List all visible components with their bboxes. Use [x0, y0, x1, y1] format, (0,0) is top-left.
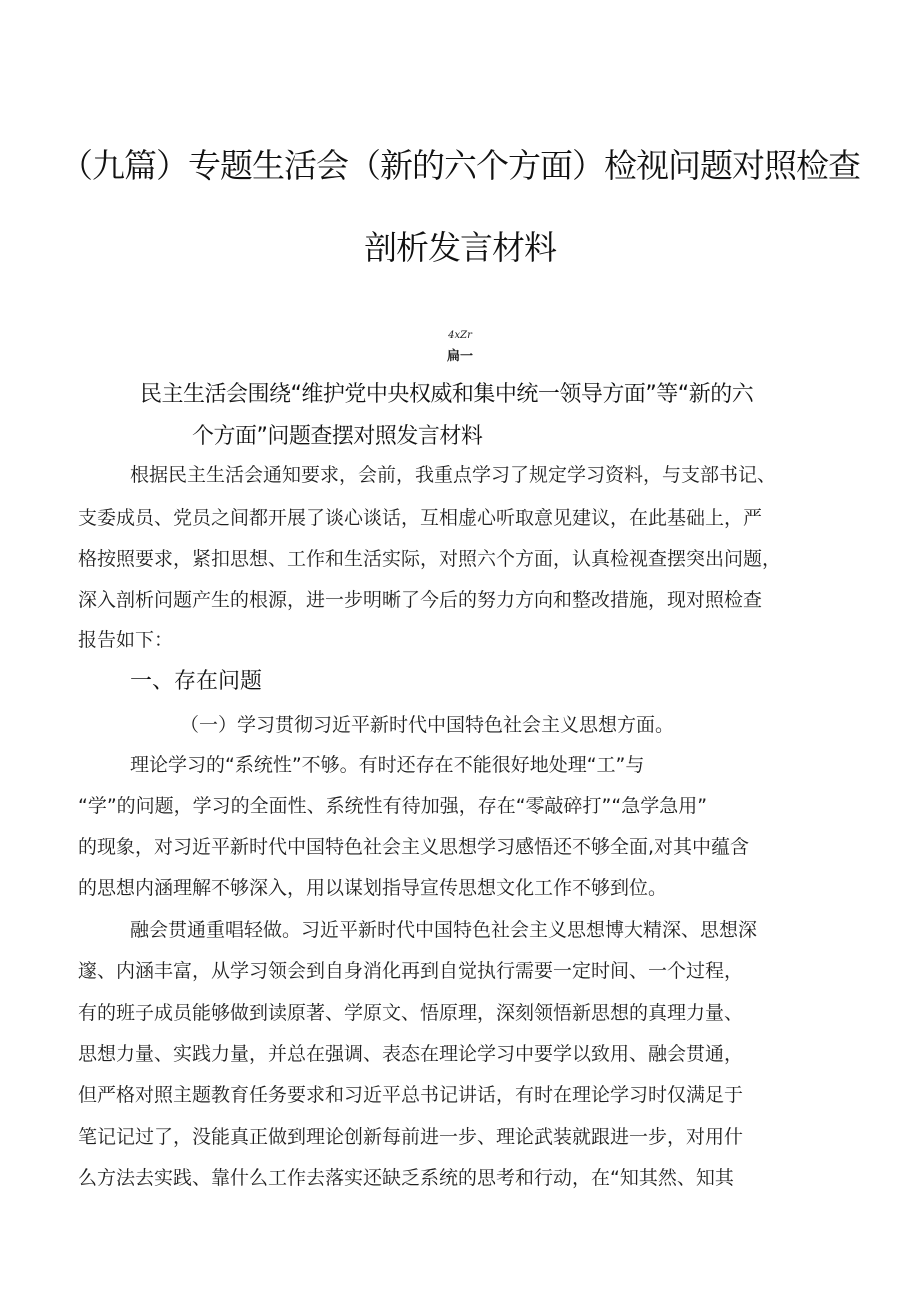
paragraph-line: 邃、内涵丰富，从学习领会到自身消化再到自觉执行需要一定时间、一个过程，: [78, 960, 744, 982]
paragraph-line: 根据民主生活会通知要求，会前，我重点学习了规定学习资料，与支部书记、: [130, 464, 777, 486]
paragraph-line: 支委成员、党员之间都开展了谈心谈话，互相虚心听取意见建议，在此基础上，严: [78, 507, 763, 529]
section-heading: 一、存在问题: [130, 669, 263, 694]
paragraph-line: 的现象，对习近平新时代中国特色社会主义思想学习感悟还不够全面,对其中蕴含: [78, 836, 750, 858]
paragraph-line: 但严格对照主题教育任务要求和习近平总书记讲话，有时在理论学习时仅满足于: [78, 1084, 744, 1106]
paragraph-line: 思想力量、实践力量，并总在强调、表态在理论学习中要学以致用、融会贯通，: [78, 1043, 744, 1065]
paragraph-line: 有的班子成员能够做到读原著、学原文、悟原理，深刻领悟新思想的真理力量、: [78, 1002, 744, 1024]
paragraph-line: “学”的问题，学习的全面性、系统性有待加强，存在“零敲碎打”“急学急用”: [78, 795, 708, 817]
paragraph-line: 报告如下：: [78, 629, 174, 651]
paragraph-line: 格按照要求，紧扣思想、工作和生活实际，对照六个方面，认真检视查摆突出问题，: [78, 548, 782, 570]
document-title-line-1: （九篇）专题生活会（新的六个方面）检视问题对照检查: [60, 146, 860, 185]
subsection-heading: （一）学习贯彻习近平新时代中国特色社会主义思想方面。: [180, 714, 675, 736]
section-title-line-1: 民主生活会围绕“维护党中央权威和集中统一领导方面”等“新的六: [140, 382, 754, 407]
document-title-line-2: 剖析发言材料: [364, 228, 556, 267]
paragraph-line: 的思想内涵理解不够深入，用以谋划指导宣传思想文化工作不够到位。: [78, 877, 668, 899]
section-title-line-2: 个方面”问题查摆对照发言材料: [192, 424, 483, 449]
section-mark-small: 4xZr: [448, 330, 472, 341]
paragraph-line: 么方法去实践、靠什么工作去落实还缺乏系统的思考和行动，在“知其然、知其: [78, 1167, 734, 1189]
section-mark-label: 扁一: [446, 349, 473, 364]
paragraph-line: 融会贯通重唱轻做。习近平新时代中国特色社会主义思想博大精深、思想深: [130, 919, 758, 941]
paragraph-line: 理论学习的“系统性”不够。有时还存在不能很好地处理“工”与: [130, 754, 645, 776]
paragraph-line: 笔记记过了，没能真正做到理论创新每前进一步、理论武装就跟进一步，对用什: [78, 1126, 744, 1148]
paragraph-line: 深入剖析问题产生的根源，进一步明晰了今后的努力方向和整改措施，现对照检查: [78, 589, 763, 611]
